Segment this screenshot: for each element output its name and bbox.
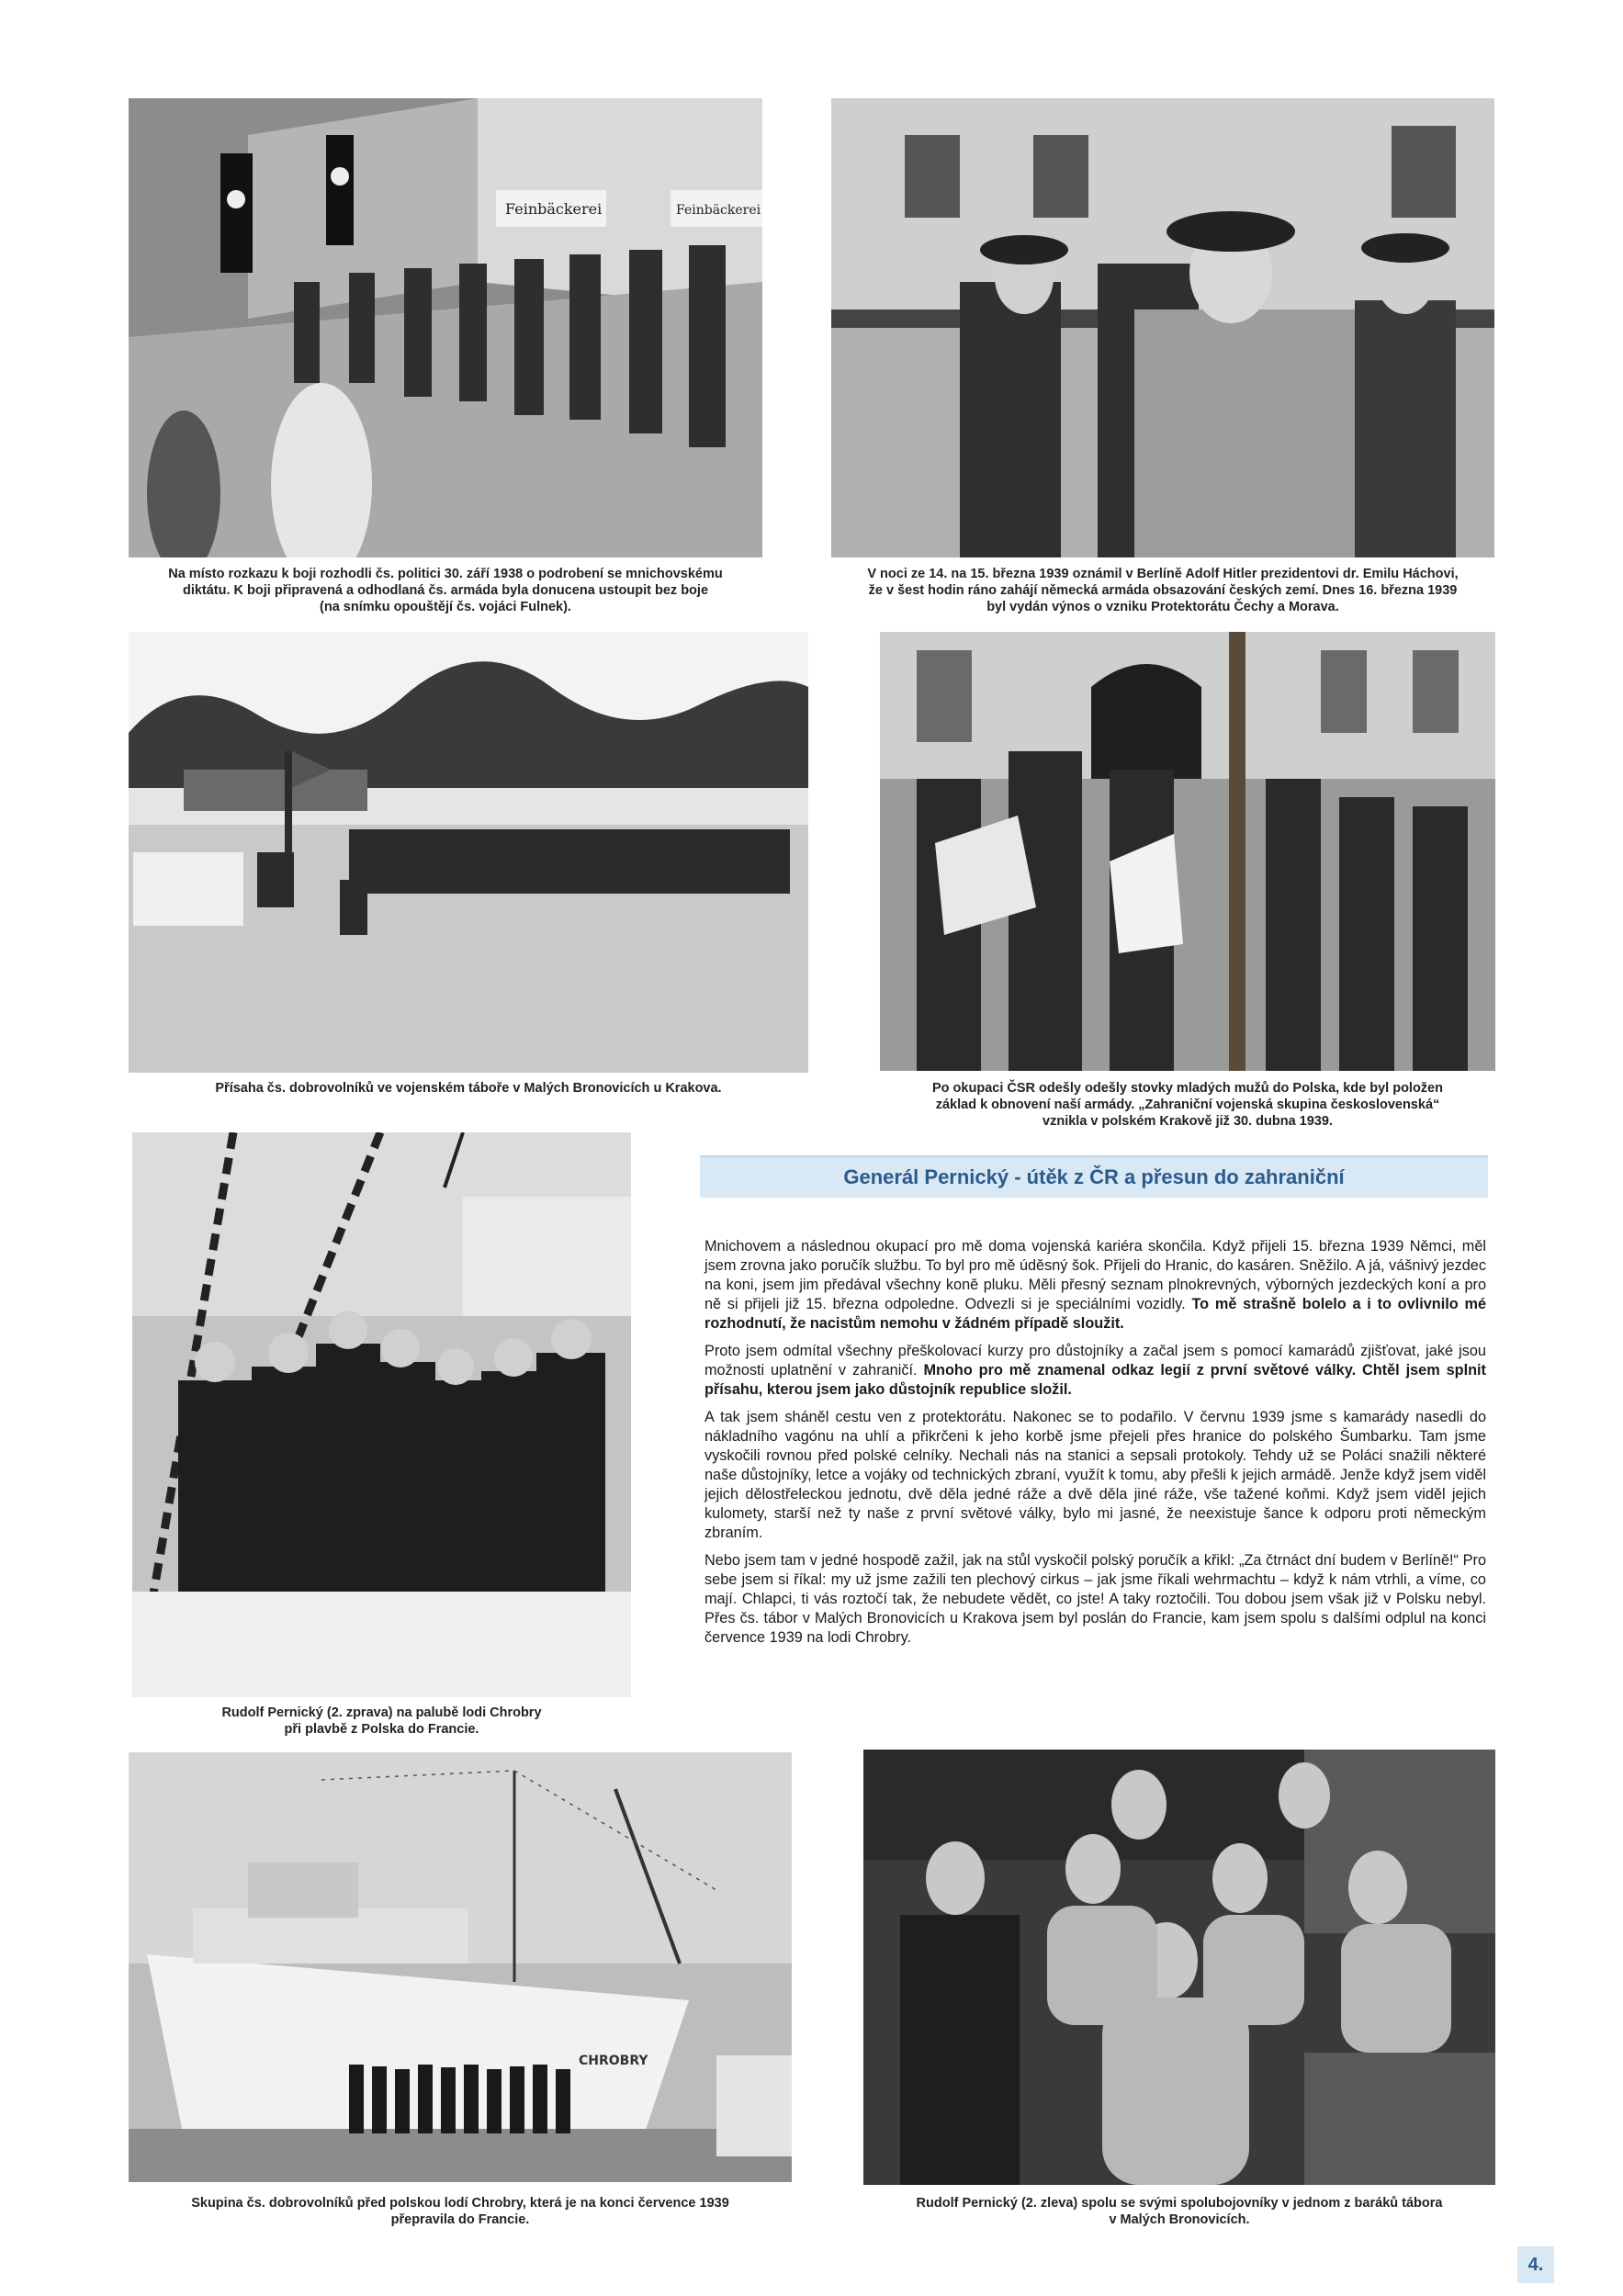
caption-oath-camp: Přísaha čs. dobrovolníků ve vojenském táboře v Malých Bronovicích u Krakova. — [215, 1081, 722, 1096]
photo-marching-soldiers — [129, 98, 762, 557]
svg-text:Feinbäckerei: Feinbäckerei — [505, 200, 603, 218]
article-paragraph: Nebo jsem tam v jedné hospodě zažil, jak na stůl vyskočil polský poručík a křikl: „Za čtrnáct dní budem v Berlíně!“ Pro sebe jsem si říkal: my už jsme zažili ten plechový cirkus – jak jsme říkali wehrmachtu – když k nám vtrhli, a víme, co mají. Chlapci, ti vás roztočí tak, že nebudete vědět, co jste! A taky roztočili. Tou dobou jsem však již v Polsku nebyl. Přes čs. tábor v Malých Bronovicích u Krakova jsem byl poslán do Francie, kam jsem spolu s dalšími odplul na konci července 1939 na lodi Chrobry. — [704, 1552, 1486, 1646]
svg-text:Feinbäckerei: Feinbäckerei — [676, 203, 761, 218]
photo-young-men-flag — [880, 632, 1495, 1071]
article-paragraph: Mnichovem a následnou okupací pro mě doma vojenská kariéra skončila. Když přijeli 15. března 1939 Němci, měl jsem zrovna jako poručík službu. To byl pro mě úděsný šok. Přijeli do Hranic, do kasáren. Sněžilo. A já, vášnivý jezdec na koni, jsem jim předával všechny koně pluku. Měli přesný seznam plnokrevných, výborných jezdeckých koní a pro ně si přijeli již 15. března odpoledne. Odvezli si je speciálními vozidly. To mě strašně bolelo a i to ovlivnilo mé rozhodnutí, že nacistům nemohu v žádném případě sloužit. — [704, 1238, 1486, 1332]
caption-marching-soldiers: Na místo rozkazu k boji rozhodli čs. politici 30. září 1938 o podrobení se mnichovskému diktátu. K boji připravená a odhodlaná čs. armáda byla donucena ustoupit bez boje (na snímku opouštějí čs. vojáci Fulnek). — [168, 567, 723, 614]
svg-text:CHROBRY: CHROBRY — [579, 2054, 648, 2068]
article-paragraph: A tak jsem sháněl cestu ven z protektorátu. Nakonec se to podařilo. V červnu 1939 jsme s kamarády nasedli do nákladního vagónu na uhlí a přikrčeni k jeho korbě jsme přejeli přes hranice do polského Šumbarku. Tam jsme vyskočili rovnou před polské celníky. Nechali nás na stanici a sepsali protokoly. Tehdy už se Poláci snažili některé naše důstojníky, letce a vojáky od technických zbraní, využít k tomu, aby přešli k jejich armádě. Jenže když jsem viděl jejich dělostřeleckou jednotu, dvě děla jedné ráže a dvě děla jiné ráže, vše tažené koňmi. Když jsem viděl jejich kulomety, starší než ty naše z první světové války, bylo mi jasné, že neexistuje šance k odporu proti německým zbraním. — [704, 1409, 1486, 1541]
photo-deck-group — [132, 1132, 631, 1697]
caption-hitler-berlin: V noci ze 14. na 15. března 1939 oznámil v Berlíně Adolf Hitler prezidentovi dr. Emilu Háchovi, že v šest hodin ráno zahájí německá armáda obsazování českých zemí. Dnes 16. března 1939 byl vydán výnos o vzniku Protektorátu Čechy a Morava. — [867, 567, 1459, 614]
photo-hitler-berlin — [831, 98, 1494, 557]
caption-barracks-group: Rudolf Pernický (2. zleva) spolu se svými spolubojovníky v jednom z baráků tábora v Malých Bronovicích. — [916, 2196, 1443, 2227]
article-heading: Generál Pernický - útěk z ČR a přesun do zahraniční — [843, 1165, 1345, 1188]
article-body — [704, 1237, 1486, 1656]
caption-deck-group: Rudolf Pernický (2. zprava) na palubě lodi Chrobry při plavbě z Polska do Francie. — [221, 1705, 542, 1737]
photo-ship-chrobry — [129, 1752, 792, 2182]
photo-oath-camp — [129, 632, 808, 1073]
article-paragraph: Proto jsem odmítal všechny přeškolovací kurzy pro důstojníky a začal jsem s pomocí kamarádů zjišťovat, jaké jsou možnosti uplatnění v zahraničí. Mnoho pro mě znamenal odkaz legií z první světové války. Chtěl jsem splnit přísahu, kterou jsem jako důstojník republice složil. — [704, 1343, 1486, 1398]
article-heading-bar — [700, 1155, 1488, 1198]
page-number: 4. — [1517, 2246, 1554, 2283]
caption-ship-chrobry: Skupina čs. dobrovolníků před polskou lodí Chrobry, která je na konci července 1939 přepravila do Francie. — [191, 2196, 729, 2227]
photo-barracks-group — [863, 1750, 1495, 2185]
caption-young-men-flag: Po okupaci ČSR odešly odešly stovky mladých mužů do Polska, kde byl položen základ k obnovení naší armády. „Zahraniční vojenská skupina československá“ vznikla v polském Krakově již 30. dubna 1939. — [932, 1081, 1443, 1129]
